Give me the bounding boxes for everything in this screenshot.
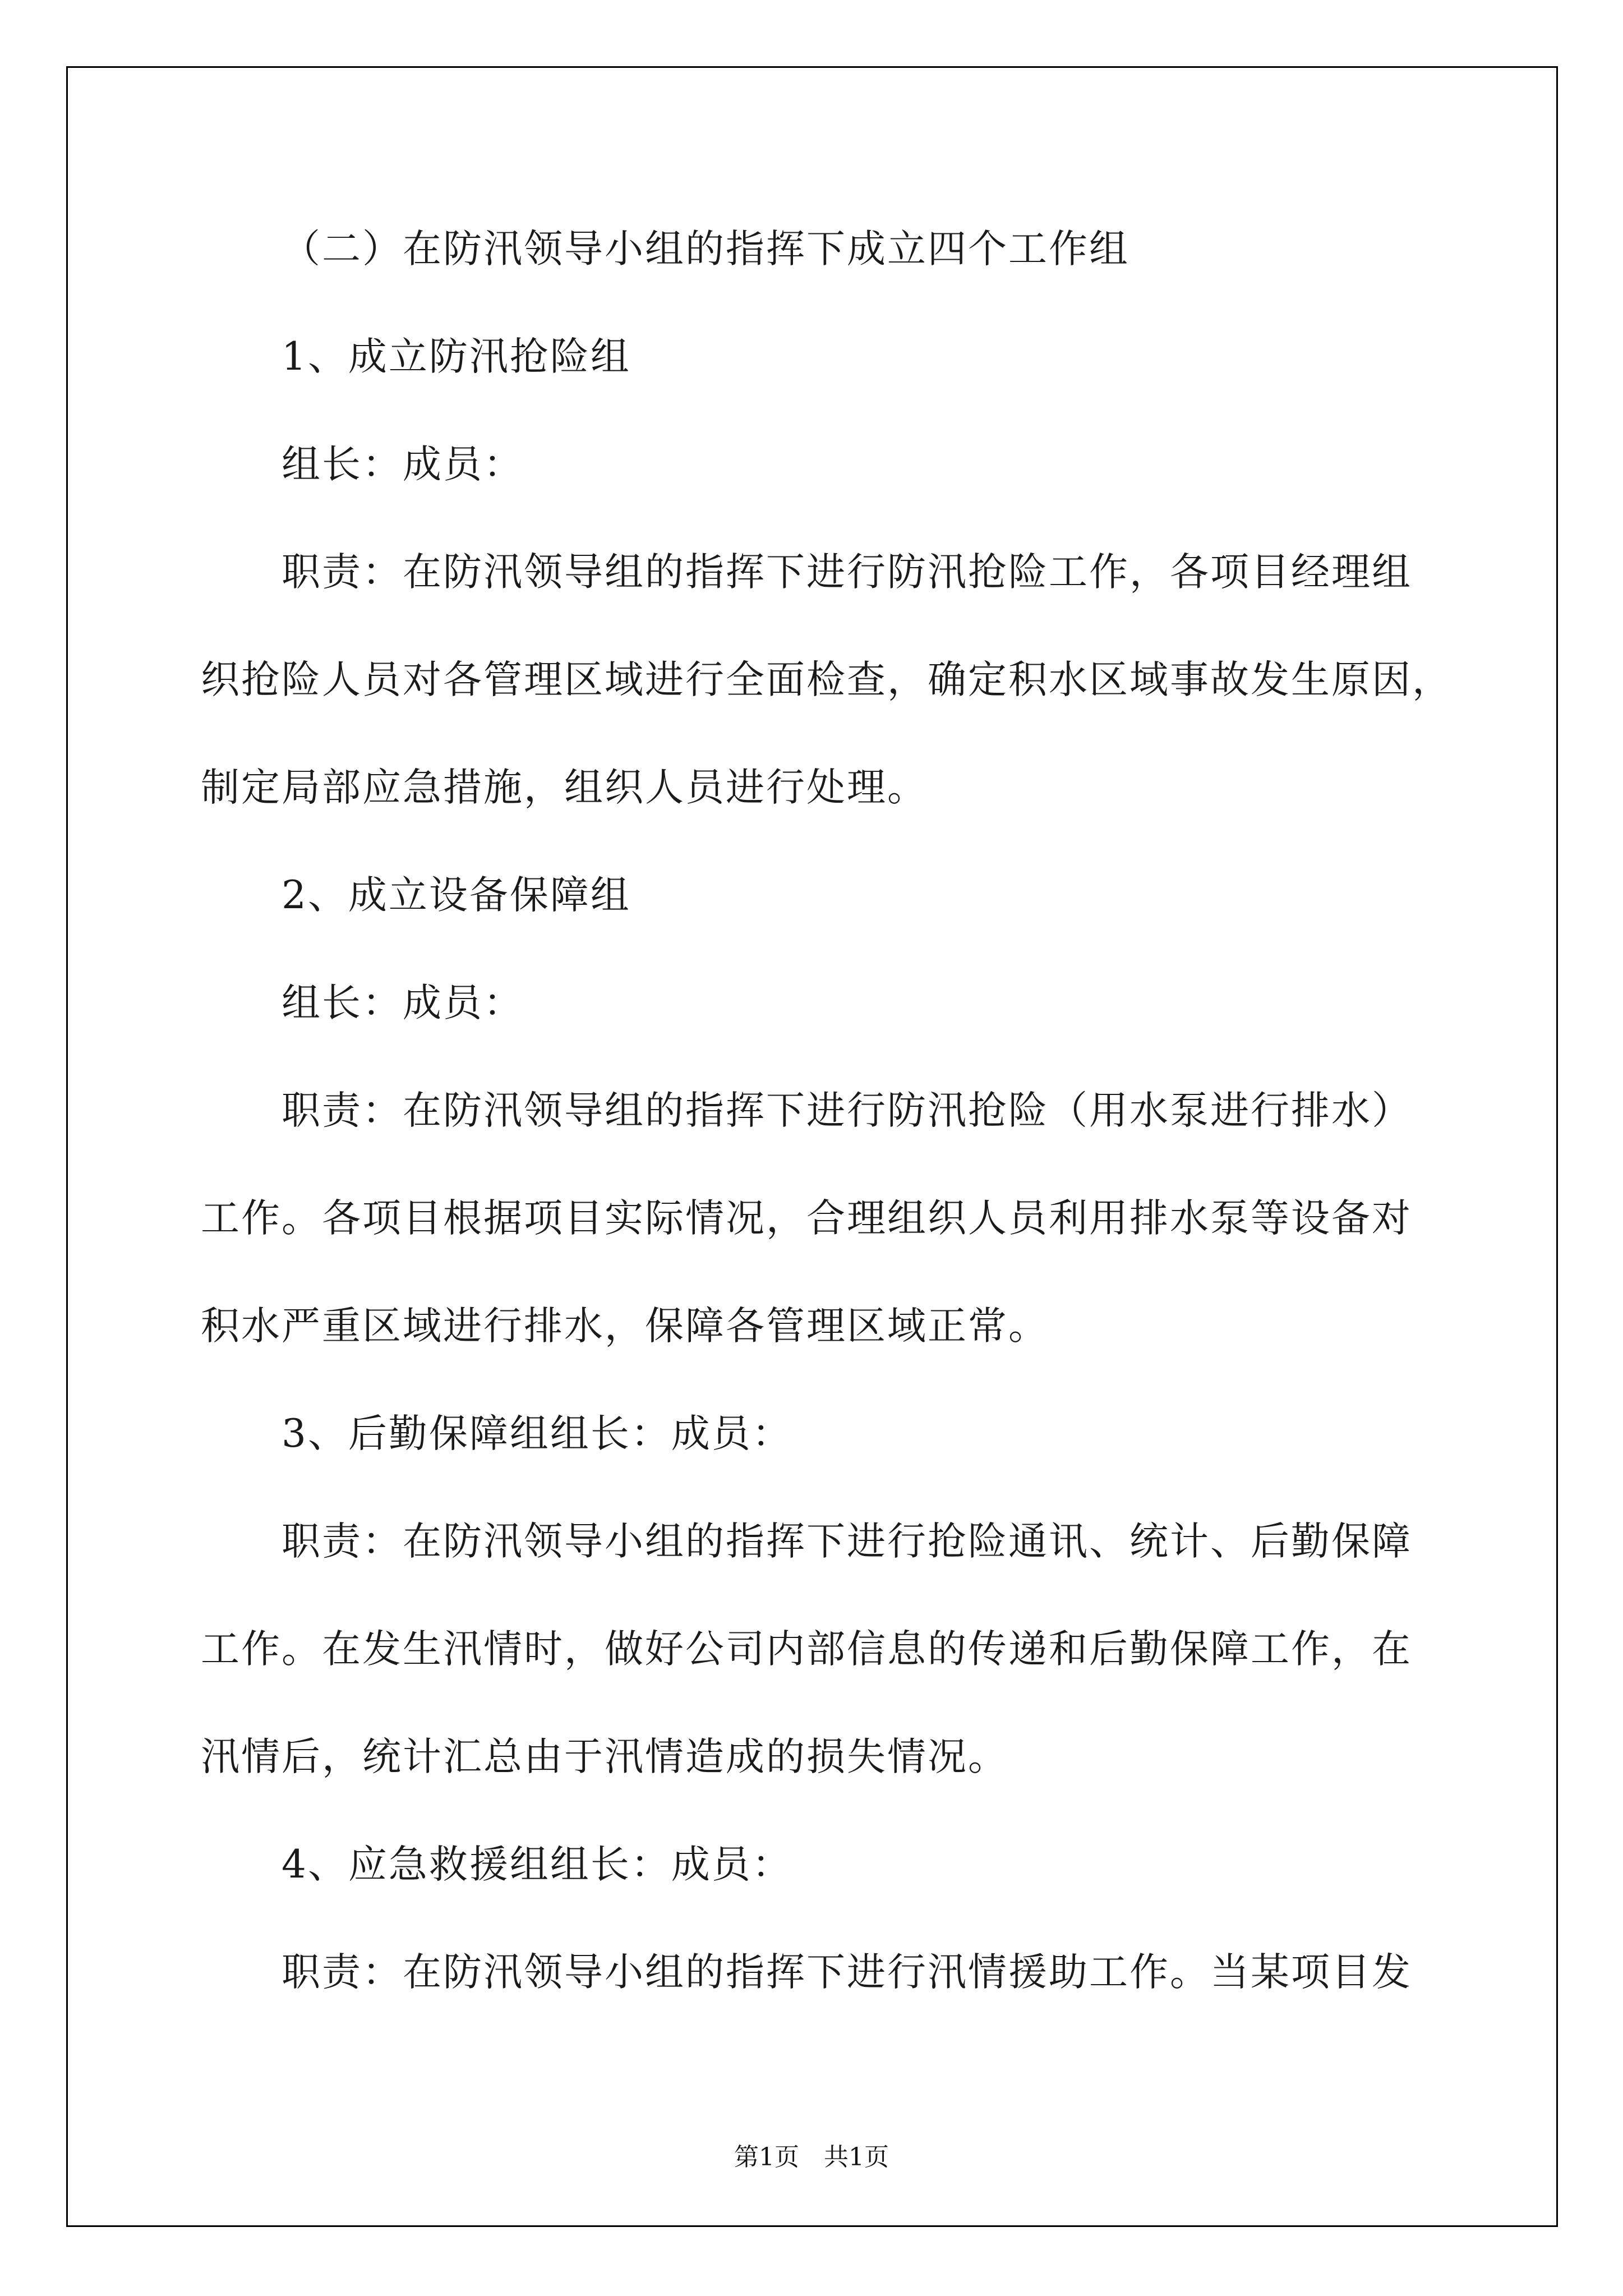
group-4-title: 4、应急救援组组长：成员： (282, 1842, 792, 1887)
group-1-title: 1、成立防汛抢险组 (282, 334, 631, 379)
group-1-duty-line-2: 织抢险人员对各管理区域进行全面检查，确定积水区域事故发生原因， (201, 657, 1453, 702)
section-heading: （二）在防汛领导小组的指挥下成立四个工作组 (282, 227, 1129, 272)
group-2-members: 组长：成员： (282, 981, 524, 1025)
group-1-duty-line-1: 职责：在防汛领导组的指挥下进行防汛抢险工作，各项目经理组 (282, 550, 1412, 595)
group-1-duty-line-3: 制定局部应急措施，组织人员进行处理。 (201, 765, 928, 810)
group-2-title: 2、成立设备保障组 (282, 873, 631, 918)
group-1-members: 组长：成员： (282, 442, 524, 487)
group-3-duty-line-1: 职责：在防汛领导小组的指挥下进行抢险通讯、统计、后勤保障 (282, 1519, 1412, 1564)
page-number-footer: 第1页 共1页 (734, 2143, 889, 2171)
group-2-duty-line-3: 积水严重区域进行排水，保障各管理区域正常。 (201, 1304, 1049, 1349)
group-2-duty-line-2: 工作。各项目根据项目实际情况，合理组织人员利用排水泵等设备对 (201, 1196, 1412, 1241)
group-2-duty-line-1: 职责：在防汛领导组的指挥下进行防汛抢险（用水泵进行排水） (282, 1088, 1412, 1133)
group-3-duty-line-3: 汛情后，统计汇总由于汛情造成的损失情况。 (201, 1734, 1008, 1779)
group-3-title: 3、后勤保障组组长：成员： (282, 1411, 792, 1456)
group-3-duty-line-2: 工作。在发生汛情时，做好公司内部信息的传递和后勤保障工作，在 (201, 1627, 1412, 1672)
page-border (66, 66, 1558, 2227)
group-4-duty-line-1: 职责：在防汛领导小组的指挥下进行汛情援助工作。当某项目发 (282, 1950, 1412, 1995)
